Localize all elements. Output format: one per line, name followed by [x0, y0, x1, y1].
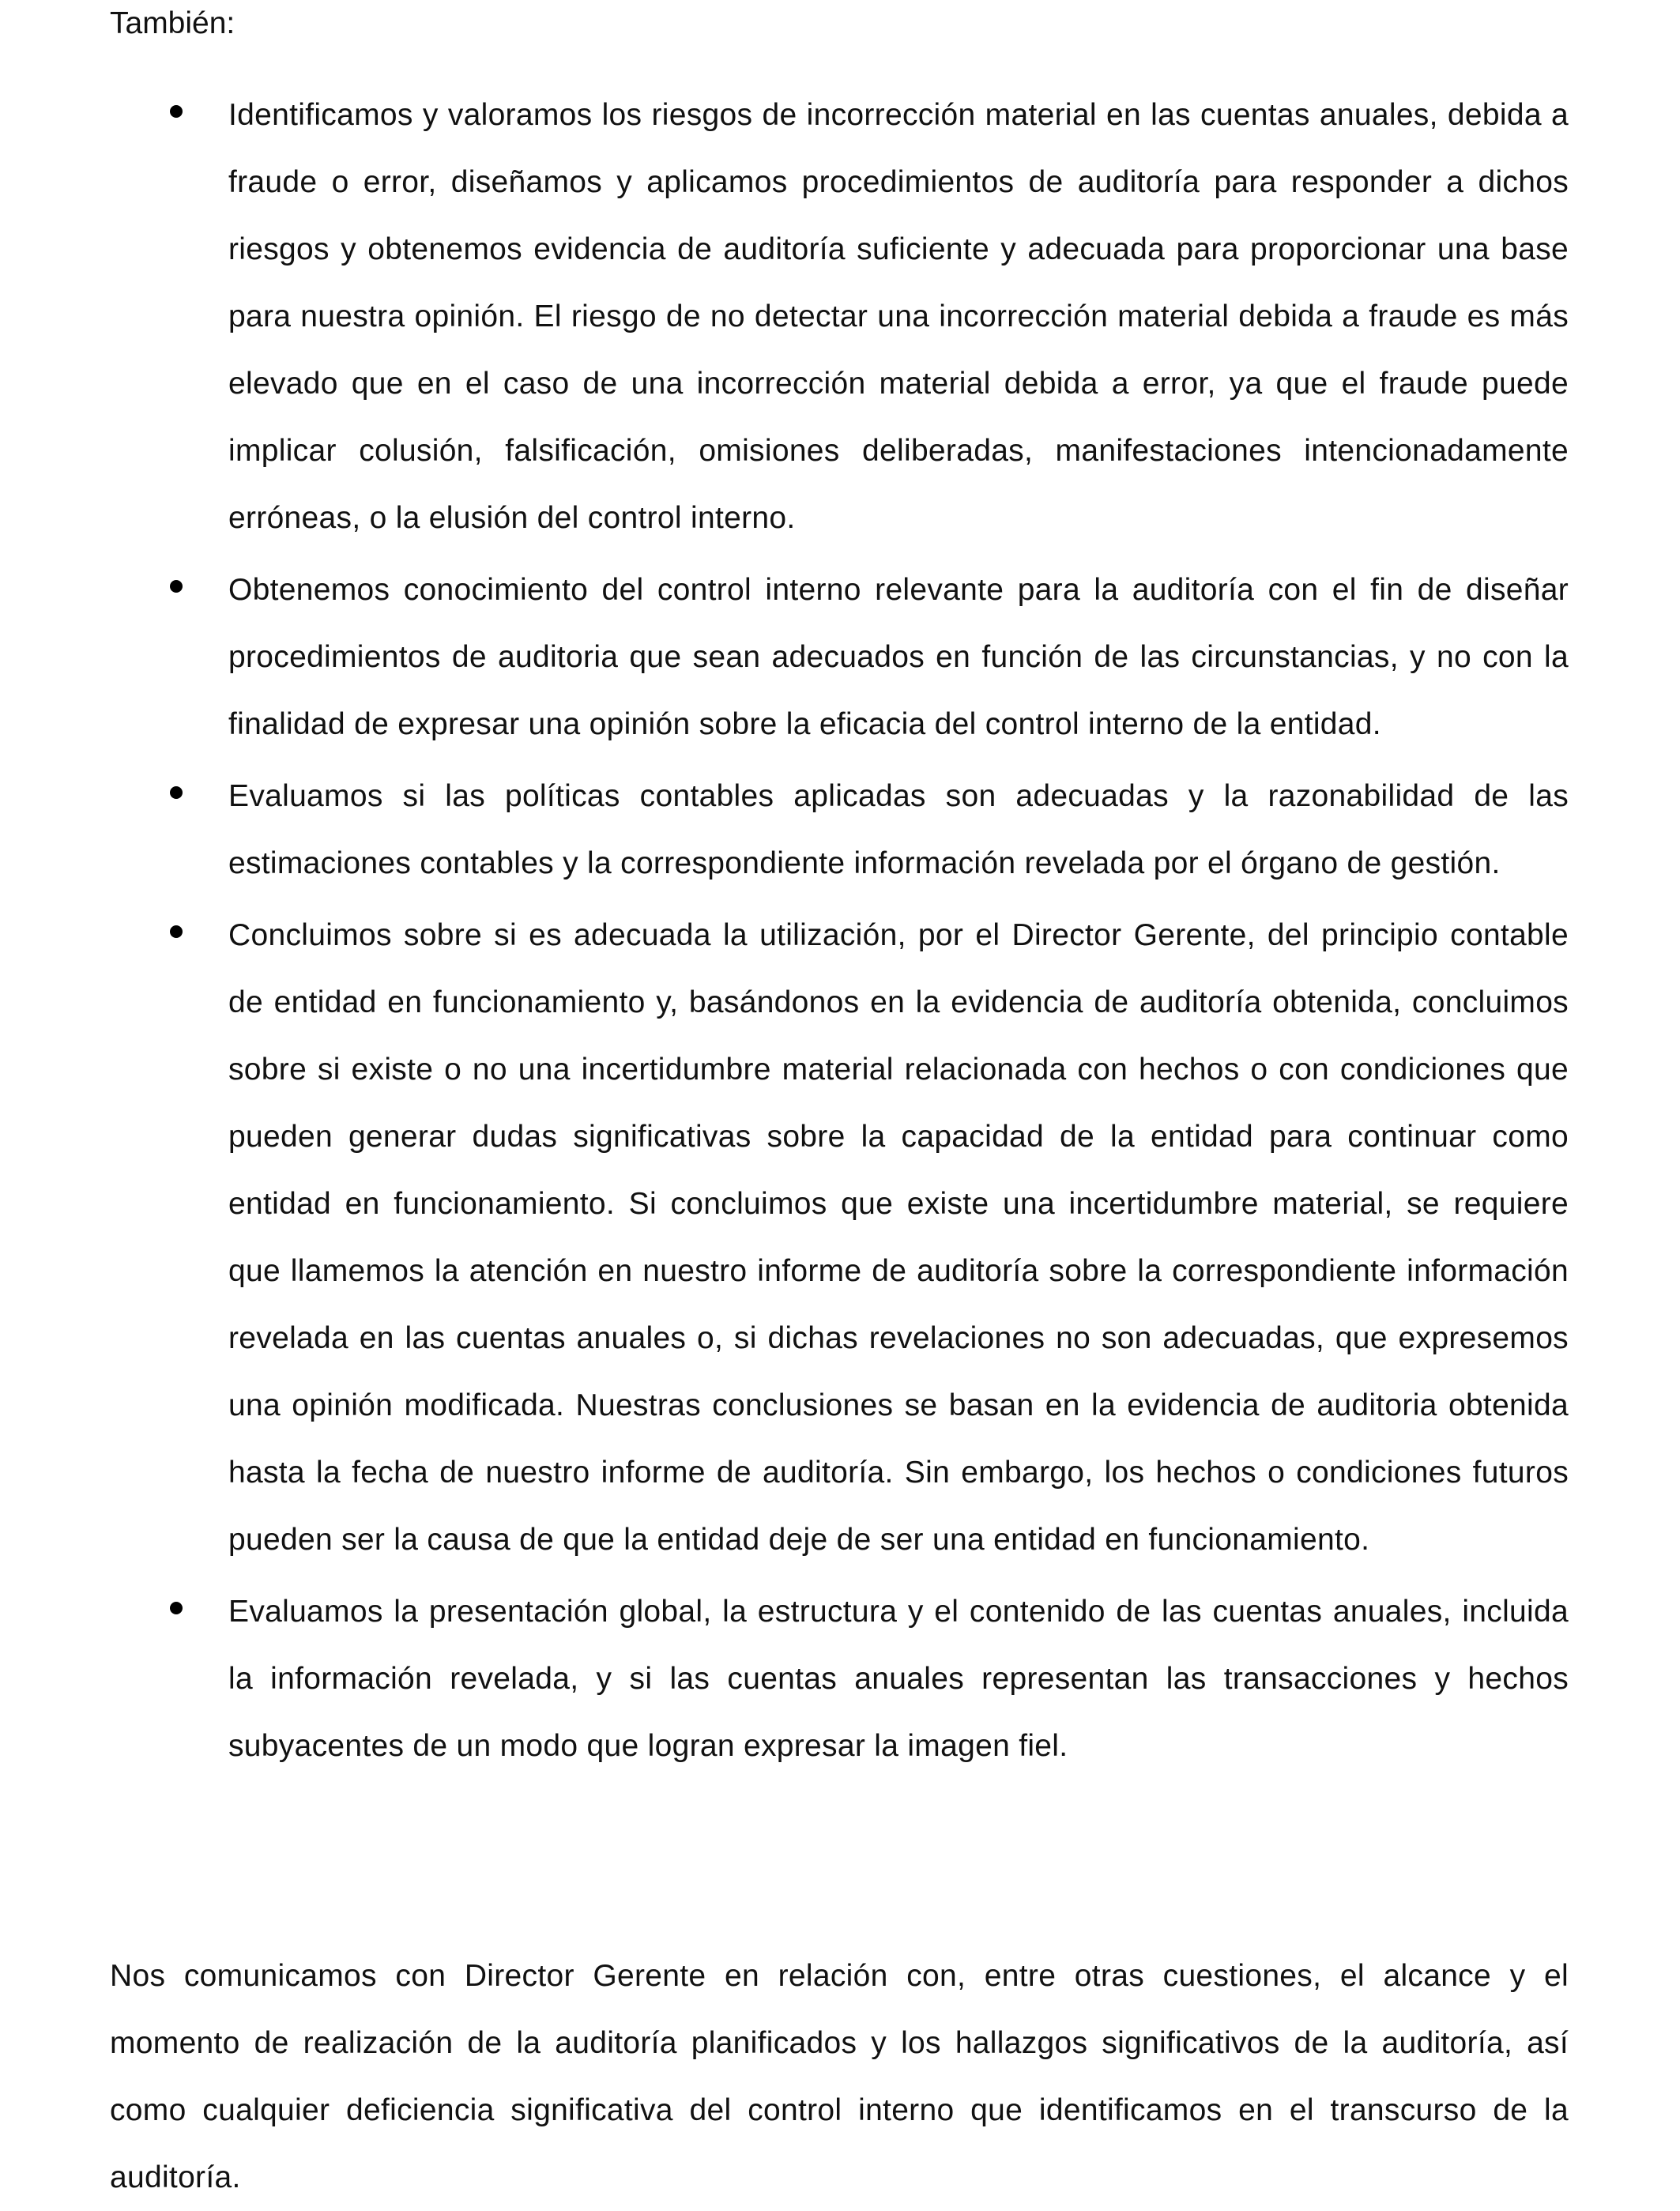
list-item — [110, 556, 1569, 758]
bullet-list — [110, 81, 1569, 1784]
bullet-icon — [170, 1602, 183, 1614]
list-item-text: Evaluamos si las políticas contables aplicadas son adecuadas y la razonabilidad de las estimaciones contables y la correspondiente información revelada por el órgano de gestión. — [228, 779, 1569, 880]
list-item-text: Evaluamos la presentación global, la estructura y el contenido de las cuentas anuales, incluida la información revelada, y si las cuentas anuales representan las transacciones y hechos subyacentes de un modo que logran expresar la imagen fiel. — [228, 1595, 1569, 1763]
list-item — [110, 902, 1569, 1573]
bullet-icon — [170, 580, 183, 593]
bullet-icon — [170, 925, 183, 938]
list-item — [110, 1578, 1569, 1780]
intro-heading: También: — [110, 6, 235, 40]
bullet-icon — [170, 786, 183, 799]
bullet-icon — [170, 105, 183, 118]
list-item-text: Obtenemos conocimiento del control interno relevante para la auditoría con el fin de diseñar procedimientos de auditoria que sean adecuados en función de las circunstancias, y no con la finalidad de expresar una opinión sobre la eficacia del control interno de la entidad. — [228, 573, 1569, 741]
list-item — [110, 81, 1569, 552]
list-item-text: Identificamos y valoramos los riesgos de incorrección material en las cuentas anuales, debida a fraude o error, diseñamos y aplicamos procedimientos de auditoría para responder a dichos riesgos y obtenemos evidencia de auditoría suficiente y adecuada para proporcionar una base para nuestra opinión. El riesgo de no detectar una incorrección material debida a fraude es más elevado que en el caso de una incorrección material debida a error, ya que el fraude puede implicar colusión, falsificación, omisiones deliberadas, manifestaciones intencionadamente erróneas, o la elusión del control interno. — [228, 98, 1569, 535]
closing-paragraph: Nos comunicamos con Director Gerente en relación con, entre otras cuestiones, el alcance y el momento de realización de la auditoría planificados y los hallazgos significativos de la auditoría, así como cualquier deficiencia significativa del control interno que identificamos en el transcurso de la auditoría. — [110, 1959, 1569, 2194]
list-item-text: Concluimos sobre si es adecuada la utilización, por el Director Gerente, del principio contable de entidad en funcionamiento y, basándonos en la evidencia de auditoría obtenida, concluimos sobre si existe o no una incertidumbre material relacionada con hechos o con condiciones que pueden generar dudas significativas sobre la capacidad de la entidad para continuar como entidad en funcionamiento. Si concluimos que existe una incertidumbre material, se requiere que llamemos la atención en nuestro informe de auditoría sobre la correspondiente información revelada en las cuentas anuales o, si dichas revelaciones no son adecuadas, que expresemos una opinión modificada. Nuestras conclusiones se basan en la evidencia de auditoria obtenida hasta la fecha de nuestro informe de auditoría. Sin embargo, los hechos o condiciones futuros pueden ser la causa de que la entidad deje de ser una entidad en funcionamiento. — [228, 918, 1569, 1557]
list-item — [110, 763, 1569, 897]
